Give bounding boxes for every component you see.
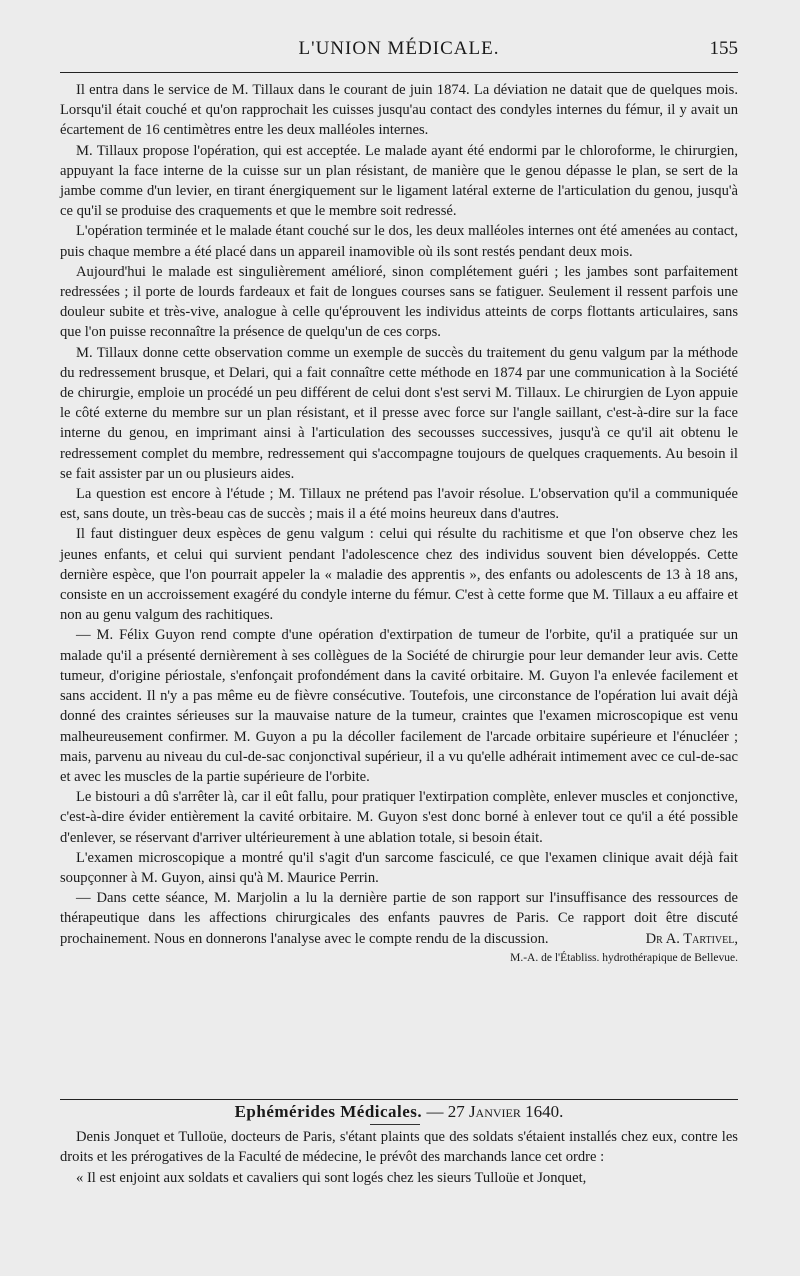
header-rule (60, 72, 738, 73)
ephemerides-body (60, 1127, 738, 1188)
section-title: Ephémérides Médicales. (234, 1102, 423, 1121)
paragraph: Denis Jonquet et Tulloüe, docteurs de Paris, s'étant plaints que des soldats s'étaient installés chez eux, contre les droits et les prérogatives de la Faculté de médecine, le prévôt des marchands lance cet ordre : (60, 1129, 738, 1166)
paragraph: L'opération terminée et le malade étant couché sur le dos, les deux malléoles internes ont été amenées au contact, puis chaque membre a été placé dans un appareil inamovible où ils sont restés pendant deux mois. (60, 223, 738, 260)
section-date: — 27 Janvier 1640. (426, 1102, 564, 1121)
author-signature: Dr A. Tartivel, (645, 930, 738, 947)
paragraph: Il entra dans le service de M. Tillaux dans le courant de juin 1874. La déviation ne datait que de quelques mois. Lorsqu'il était couché et qu'on rapprochait les cuisses jusqu'au contact des condyles internes du fémur, il y avait un écartement de 16 centimètres entre les deux malléoles internes. (60, 82, 738, 139)
paragraph: Le bistouri a dû s'arrêter là, car il eût fallu, pour pratiquer l'extirpation complète, enlever muscles et conjonctive, c'est-à-dire évider entièrement la cavité orbitaire. M. Guyon s'est donc borné à enlever tout ce qu'il a été possible d'enlever, se réservant d'arriver ultérieurement à une ablation totale, si besoin était. (60, 789, 738, 846)
paragraph: M. Tillaux donne cette observation comme un exemple de succès du traitement du genu valgum par la méthode du redressement brusque, et Delari, qui a fait connaître cette méthode en 1874 par une communication à la Société de chirurgie, emploie un procédé un peu différent de celui dont s'est servi M. Tillaux. Le chirurgien de Lyon appuie le côté externe du membre sur un plan résistant, et il presse avec force sur l'angle saillant, c'est-à-dire sur la face interne du genou, en imprimant ainsi à l'articulation des secousses successives, jusqu'à ce qu'il ait obtenu le redressement complet du membre, redressement qui s'accompagne toujours de quelques craquements. Au besoin il se fait assister par un ou plusieurs aides. (60, 344, 738, 482)
paragraph: La question est encore à l'étude ; M. Tillaux ne prétend pas l'avoir résolue. L'observation qu'il a communiquée est, sans doute, un très-beau cas de succès ; mais il a été moins heureux dans d'autres. (60, 486, 738, 523)
paragraph: Aujourd'hui le malade est singulièrement amélioré, sinon complétement guéri ; les jambes sont parfaitement redressées ; il porte de lourds fardeaux et fait de longues courses sans se fatiguer. Seulement il ressent parfois une douleur subite et très-vive, analogue à celle qu'éprouvent les individus atteints de corps flottants articulaires, sans que l'on puisse reconnaître la présence de quelqu'un de ces corps. (60, 263, 738, 341)
article-body (60, 80, 738, 967)
paragraph: Il faut distinguer deux espèces de genu valgum : celui qui résulte du rachitisme et que l'on observe chez les jeunes enfants, et celui qui survient pendant l'adolescence chez des individus souvent bien développés. Cette dernière espèce, que l'on pourrait appeler la « maladie des apprentis », des enfants ou adolescents de 13 à 18 ans, consiste en un accroissement exagéré du condyle interne du fémur. C'est à cette forme que M. Tillaux a eu affaire et non au genu valgum des rachitiques. (60, 526, 738, 624)
page-header (60, 38, 738, 68)
paragraph: L'examen microscopique a montré qu'il s'agit d'un sarcome fasciculé, ce que l'examen clinique avait déjà fait soupçonner à M. Guyon, ainsi qu'à M. Maurice Perrin. (60, 849, 738, 886)
section-rule (60, 1099, 738, 1100)
paragraph: M. Tillaux propose l'opération, qui est acceptée. Le malade ayant été endormi par le chloroforme, le chirurgien, appuyant la face interne de la cuisse sur un plan résistant, de manière que le genou dépasse le plan, se sert de la jambe comme d'un levier, en tirant énergiquement sur le ligament latéral externe de l'articulation du genou, jusqu'à ce qu'il se produise des craquements et que le membre soit redressé. (60, 142, 738, 220)
paragraph: — M. Félix Guyon rend compte d'une opération d'extirpation de tumeur de l'orbite, qu'il a pratiquée sur un malade qu'il a présenté dernièrement à ses collègues de la Société de chirurgie pour leur demander leur avis. Cette tumeur, d'origine périostale, s'enfonçait profondément dans la cavité orbitaire. M. Guyon l'a enlevée facilement et sans accident. Il n'y a pas même eu de fièvre consécutive. Toutefois, une circonstance de l'opération lui avait déjà donné des craintes sérieuses sur la mauvaise nature de la tumeur, craintes que l'examen microscopique est venu malheureusement confirmer. M. Guyon a pu la décoller facilement de l'arcade orbitaire supérieure et l'énucléer ; mais, parvenu au niveau du cul-de-sac conjonctival supérieur, il a vu qu'elle adhérait intimement avec ce cul-de-sac et avec les muscles de la partie supérieure de l'orbite. (60, 627, 738, 785)
running-title: L'UNION MÉDICALE. (298, 38, 500, 59)
paragraph: — Dans cette séance, M. Marjolin a lu la dernière partie de son rapport sur l'insuffisance des ressources de thérapeutique dans les affections chirurgicales des enfants pauvres de Paris. Ce rapport doit être discuté prochainement. Nous en donnerons l'analyse avec le compte rendu de la discussion. (60, 890, 738, 947)
author-affiliation: M.-A. de l'Établiss. hydrothérapique de Bellevue. (510, 951, 738, 964)
page-number: 155 (709, 38, 738, 59)
section-heading-underline (370, 1124, 420, 1125)
paragraph: « Il est enjoint aux soldats et cavaliers qui sont logés chez les sieurs Tulloüe et Jonquet, (76, 1169, 587, 1186)
section-heading (60, 1102, 738, 1122)
